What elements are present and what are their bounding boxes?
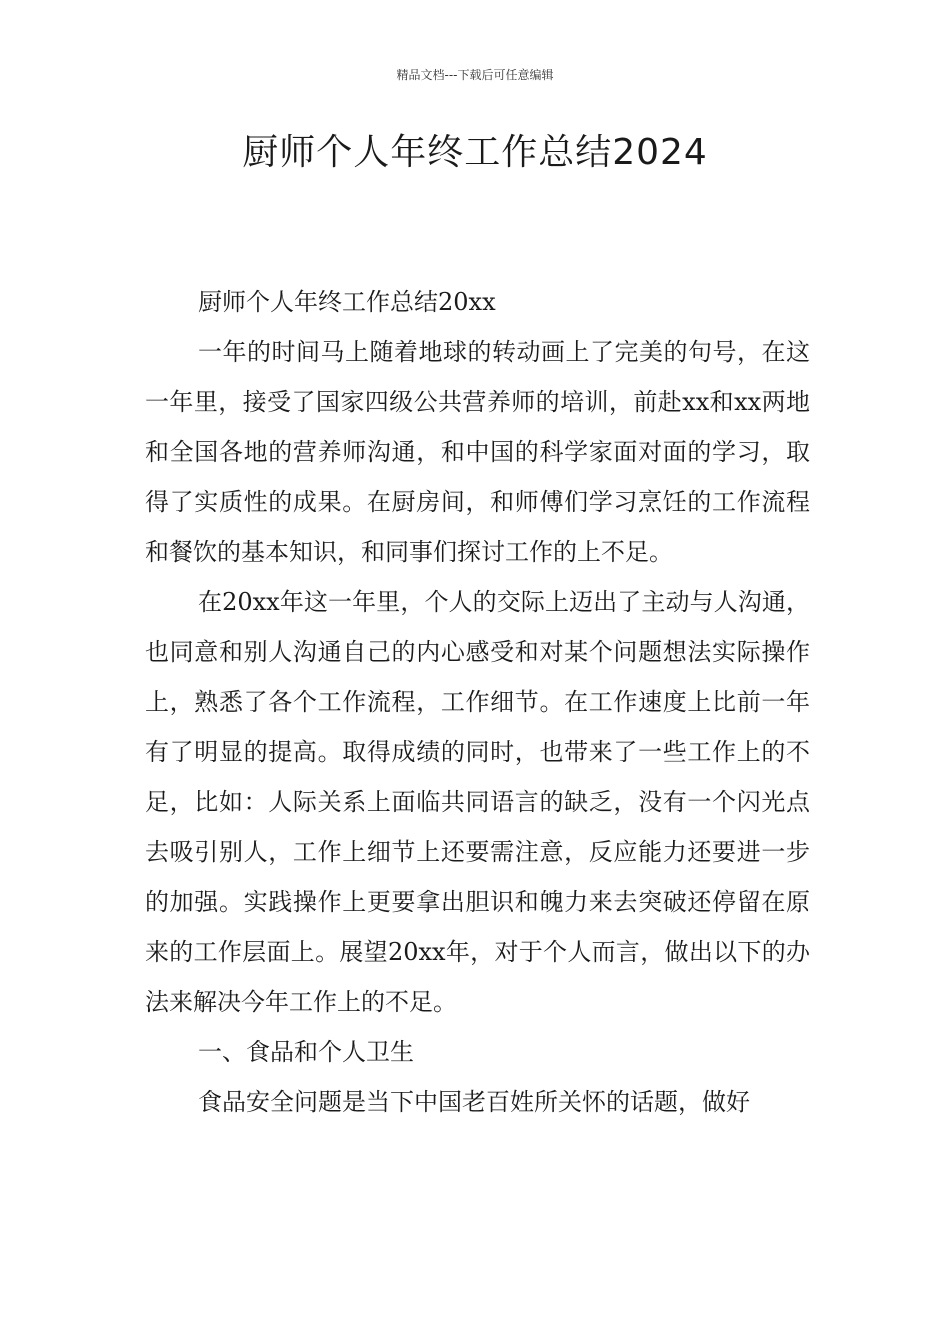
- section-heading: 一、食品和个人卫生: [198, 1038, 414, 1066]
- body-paragraph: 食品安全问题是当下中国老百姓所关怀的话题，做好: [198, 1088, 750, 1116]
- subtitle-paragraph: 厨师个人年终工作总结20xx: [198, 288, 496, 316]
- body-paragraph: 在20xx年这一年里，个人的交际上迈出了主动与人沟通，也同意和别人沟通自己的内心感受和对某个问题想法实际操作上，熟悉了各个工作流程，工作细节。在工作速度上比前一年有了明显的提高。取得成绩的同时，也带来了一些工作上的不足，比如：人际关系上面临共同语言的缺乏，没有一个闪光点去吸引别人，工作上细节上还要需注意，反应能力还要进一步的加强。实践操作上更要拿出胆识和魄力来去突破还停留在原来的工作层面上。展望20xx年，对于个人而言，做出以下的办法来解决今年工作上的不足。: [145, 588, 810, 1016]
- document-body: [145, 277, 810, 1127]
- page-header: 精品文档---下载后可任意编辑: [396, 68, 554, 82]
- body-paragraph: 一年的时间马上随着地球的转动画上了完美的句号，在这一年里，接受了国家四级公共营养师的培训，前赴xx和xx两地和全国各地的营养师沟通，和中国的科学家面对面的学习，取得了实质性的成果。在厨房间，和师傅们学习烹饪的工作流程和餐饮的基本知识，和同事们探讨工作的上不足。: [145, 338, 810, 566]
- document-title: 厨师个人年终工作总结2024: [242, 132, 708, 173]
